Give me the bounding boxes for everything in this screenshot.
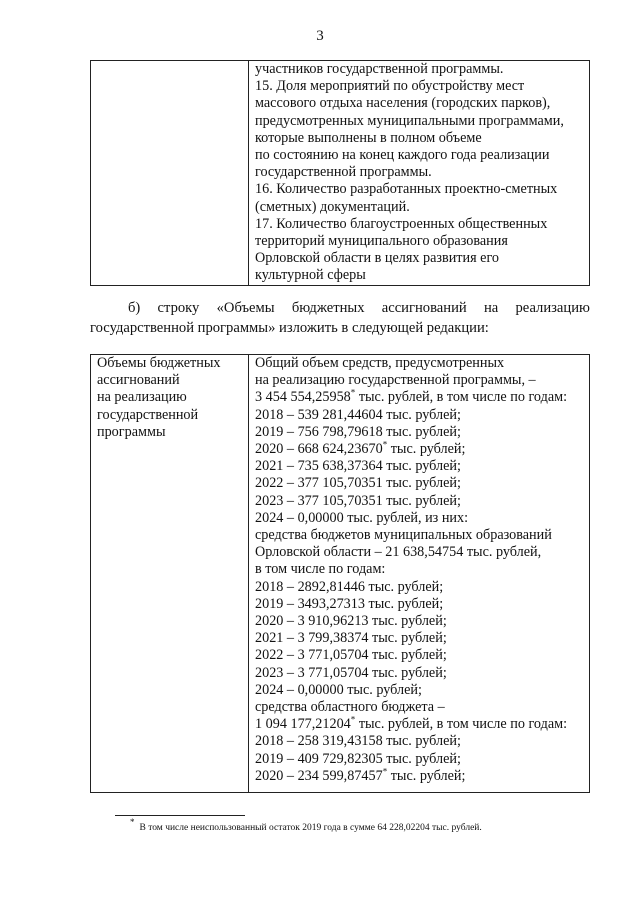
paragraph-word: строку [157,300,200,316]
text-line [255,613,589,630]
text-line: 15. Доля мероприятий по обустройству мест [255,78,525,95]
text-line: ассигнований [97,372,180,389]
text-line: которые выполнены в полном объеме [255,129,482,146]
footnote-reference: * [350,714,356,725]
text-line [255,768,589,785]
table-row [91,61,590,286]
paragraph-word: реализацию [515,300,590,316]
line-text: средства бюджетов муниципальных образований [255,527,552,544]
line-text: средства областного бюджета – [255,699,445,716]
text-line [255,630,589,647]
footnote-text: В том числе неиспользованный остаток 2019 года в сумме 64 228,02204 тыс. рублей. [139,823,482,833]
paragraph-word: на [483,300,499,316]
text-line: 17. Количество благоустроенных общественных [255,215,548,232]
text-line: участников государственной программы. [255,61,504,77]
text-line: государственной [97,406,199,423]
text-line [255,699,589,716]
line-text: 3 454 554,25958 [255,389,351,406]
line-text: 2020 – 3 910,96213 тыс. рублей; [255,613,447,630]
footnote-reference: * [382,439,388,450]
text-line: на реализацию [97,389,187,406]
line-text: 2020 – 668 624,23670 [255,441,383,458]
budget-allocations-table [90,354,590,793]
text-line [255,751,589,768]
line-text: 2024 – 0,00000 тыс. рублей; [255,681,422,698]
text-line [255,355,589,372]
text-line: программы [97,423,166,440]
line-text: на реализацию государственной программы, – [255,372,536,389]
footnote-reference: * [382,766,388,777]
text-line [255,389,589,406]
line-text: 2022 – 3 771,05704 тыс. рублей; [255,647,447,664]
line-text-after: тыс. рублей, в том числе по годам: [355,716,568,733]
line-text: 2022 – 377 105,70351 тыс. рублей; [255,475,461,492]
footnote [130,817,482,833]
text-line: государственной программы. [255,164,432,181]
line-text-after: тыс. рублей; [387,767,466,784]
line-text-after: тыс. рублей, в том числе по годам: [355,389,568,406]
footnote-mark: * [130,817,135,827]
text-line: предусмотренных муниципальными программами, [255,112,564,129]
text-line [255,475,589,492]
paragraph-instruction [90,298,590,338]
footnote-reference: * [350,387,356,398]
text-line [255,527,589,544]
line-text: 2018 – 539 281,44604 тыс. рублей; [255,406,461,423]
line-text: 2023 – 377 105,70351 тыс. рублей; [255,492,461,509]
text-line: массового отдыха населения (городских парков), [255,95,551,112]
text-line: по состоянию на конец каждого года реализации [255,147,550,164]
text-line: культурной сферы [255,267,366,284]
text-line: Орловской области в целях развития его [255,250,500,267]
text-line [255,647,589,664]
text-line [255,579,589,596]
line-text-after: тыс. рублей; [387,441,466,458]
paragraph-line: государственной программы» изложить в следующей редакции: [90,320,489,336]
text-line [255,561,589,578]
text-line [255,458,589,475]
text-line [255,493,589,510]
text-line [255,441,589,458]
text-line: Объемы бюджетных [97,355,221,371]
text-line: территорий муниципального образования [255,233,508,250]
text-line: (сметных) документаций. [255,198,410,215]
line-text: 2020 – 234 599,87457 [255,767,383,784]
line-text: Орловской области – 21 638,54754 тыс. рублей, [255,544,542,561]
text-line [255,372,589,389]
table-row [91,355,590,793]
line-text: 2021 – 3 799,38374 тыс. рублей; [255,630,447,647]
text-line [255,510,589,527]
paragraph-line [90,298,590,318]
text-line: 16. Количество разработанных проектно-сметных [255,181,558,198]
paragraph-word: ассигнований [381,300,467,316]
text-line [255,716,589,733]
text-line [255,665,589,682]
line-text: 2018 – 2892,81446 тыс. рублей; [255,578,444,595]
line-text: 1 094 177,21204 [255,716,351,733]
page-number: 3 [316,28,324,44]
line-text: 2018 – 258 319,43158 тыс. рублей; [255,733,461,750]
footnote-divider [115,815,245,816]
table-cell-heading [91,355,249,793]
line-text: 2023 – 3 771,05704 тыс. рублей; [255,664,447,681]
text-line [255,407,589,424]
text-line [255,733,589,750]
line-text: 2019 – 409 729,82305 тыс. рублей; [255,750,461,767]
line-text: 2024 – 0,00000 тыс. рублей, из них: [255,509,469,526]
text-line [255,596,589,613]
line-text: Общий объем средств, предусмотренных [255,355,505,371]
table-cell-budget-values [249,355,590,793]
paragraph-word: «Объемы [216,300,275,316]
line-text: в том числе по годам: [255,561,386,578]
text-line [255,544,589,561]
text-line [255,424,589,441]
table-cell-empty [91,61,249,286]
line-text: 2019 – 3493,27313 тыс. рублей; [255,595,444,612]
table-cell-indicators [249,61,590,286]
text-line [255,682,589,699]
paragraph-word: б) [128,300,141,316]
targets-table-continued [90,60,590,286]
paragraph-word: бюджетных [291,300,365,316]
line-text: 2021 – 735 638,37364 тыс. рублей; [255,458,461,475]
line-text: 2019 – 756 798,79618 тыс. рублей; [255,423,461,440]
